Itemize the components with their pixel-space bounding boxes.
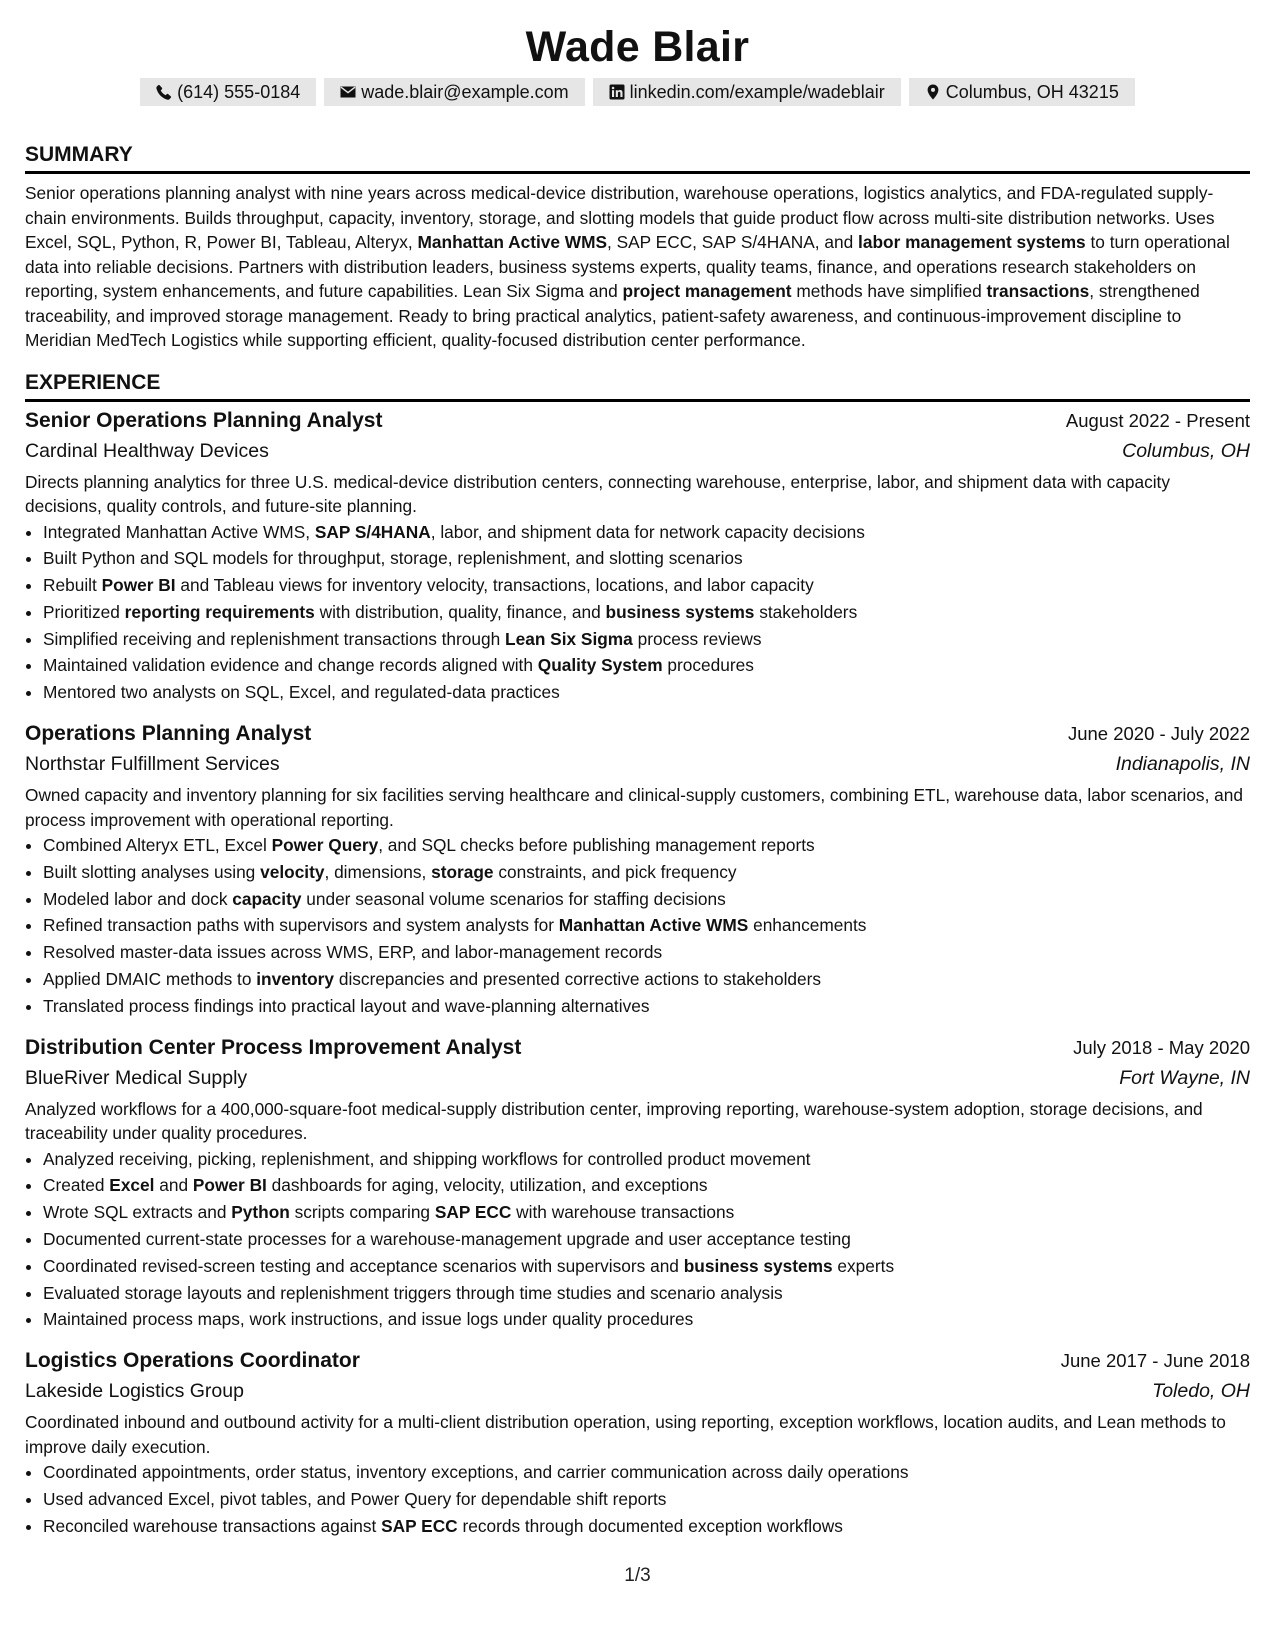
text-run: Analyzed receiving, picking, replenishment, and shipping workflows for controlled product movement	[43, 1148, 811, 1169]
job-header	[25, 1033, 1250, 1063]
job-entry	[25, 406, 1250, 707]
job-bullet	[43, 519, 1250, 546]
bold-keyword: SAP S/4HANA	[314, 521, 431, 542]
text-run: with distribution, quality, finance, and	[314, 601, 606, 622]
job-company: Lakeside Logistics Group	[25, 1380, 244, 1403]
job-location: Indianapolis, IN	[1115, 753, 1250, 776]
text-run: Maintained validation evidence and change records aligned with	[43, 655, 538, 676]
job-title: Senior Operations Planning Analyst	[25, 408, 383, 432]
job-bullet	[43, 679, 1250, 706]
text-run: , strengthened traceability, and improved storage management. Ready to bring practical analytics, patient-safety awareness, and continuous-improvement discipline to Meridian MedTech Logistics while supporting efficient, quality-focused distribution center performance.	[25, 281, 1200, 350]
job-description: Coordinated inbound and outbound activity for a multi-client distribution operation, using reporting, exception workflows, location audits, and Lean methods to improve daily execution.	[25, 1412, 1226, 1457]
text-run: Evaluated storage layouts and replenishment triggers through time studies and scenario analysis	[43, 1282, 783, 1303]
job-description: Directs planning analytics for three U.S. medical-device distribution centers, connecting warehouse, enterprise, labor, and shipment data with capacity decisions, quality controls, and future-site planning.	[25, 471, 1171, 516]
text-run: Rebuilt	[43, 575, 102, 596]
email-text: wade.blair@example.com	[361, 82, 569, 102]
bold-keyword: Quality System	[537, 655, 663, 676]
bold-keyword: Lean Six Sigma	[505, 628, 633, 649]
job-title: Logistics Operations Coordinator	[25, 1349, 360, 1373]
job-bullet	[43, 1253, 1250, 1280]
text-run: constraints, and pick frequency	[493, 861, 737, 882]
text-run: Senior operations planning analyst with nine years across medical-device distribution, warehouse operations, logistics analytics, and FDA-regulated supply-chain environments. Builds throughput, capacity, inventory, storage, and slotting models that guide product flow across multi-site distribution networks. Uses Excel, SQL, Python, R, Power BI, Tableau, Alteryx,	[25, 183, 1215, 252]
job-location: Toledo, OH	[1152, 1380, 1250, 1403]
job-bullet	[43, 1486, 1250, 1513]
job-bullet	[43, 652, 1250, 679]
bold-keyword: labor management systems	[858, 232, 1086, 252]
text-run: Coordinated appointments, order status, inventory exceptions, and carrier communication across daily operations	[43, 1462, 909, 1483]
job-subheader	[25, 1376, 1250, 1406]
linkedin-text: linkedin.com/example/wadeblair	[629, 82, 885, 102]
text-run: Applied DMAIC methods to	[43, 969, 257, 990]
job-dates: August 2022 - Present	[1065, 409, 1250, 431]
text-run: Translated process findings into practical layout and wave-planning alternatives	[43, 995, 650, 1016]
job-bullet	[43, 1459, 1250, 1486]
text-run: , SAP ECC, SAP S/4HANA, and	[607, 232, 859, 252]
job-bullet	[43, 886, 1250, 913]
bold-keyword: SAP ECC	[434, 1202, 512, 1223]
contact-linkedin[interactable]	[593, 78, 901, 106]
bold-keyword: SAP ECC	[381, 1515, 458, 1536]
text-run: Mentored two analysts on SQL, Excel, and regulated-data practices	[43, 682, 560, 703]
bold-keyword: velocity	[260, 861, 325, 882]
text-run: Coordinated revised-screen testing and acceptance scenarios with supervisors and	[43, 1255, 684, 1276]
text-run: procedures	[662, 655, 754, 676]
job-header	[25, 406, 1250, 436]
job-bullet	[43, 1226, 1250, 1253]
text-run: Simplified receiving and replenishment transactions through	[43, 628, 506, 649]
text-run: , dimensions,	[324, 861, 432, 882]
map-pin-icon	[925, 84, 941, 100]
job-company: Northstar Fulfillment Services	[25, 753, 280, 776]
text-run: Refined transaction paths with supervisors and system analysts for	[43, 915, 559, 936]
job-bullet	[43, 966, 1250, 993]
job-bullet	[43, 1306, 1250, 1333]
text-run: Resolved master-data issues across WMS, ERP, and labor-management records	[43, 942, 663, 963]
job-location: Fort Wayne, IN	[1119, 1066, 1250, 1089]
text-run: methods have simplified	[791, 281, 987, 301]
text-run: stakeholders	[754, 601, 858, 622]
bold-keyword: reporting requirements	[124, 601, 315, 622]
job-bullets	[25, 832, 1250, 1020]
job-bullet	[43, 1513, 1250, 1540]
text-run: Combined Alteryx ETL, Excel	[43, 835, 272, 856]
job-title: Operations Planning Analyst	[25, 722, 312, 746]
job-bullet	[43, 1172, 1250, 1199]
envelope-icon	[340, 84, 356, 100]
contact-phone[interactable]	[140, 78, 316, 106]
text-run: , labor, and shipment data for network capacity decisions	[430, 521, 865, 542]
bold-keyword: inventory	[256, 969, 335, 990]
text-run: scripts comparing	[289, 1202, 435, 1223]
job-description: Owned capacity and inventory planning for six facilities serving healthcare and clinical-supply customers, combining ETL, warehouse data, labor scenarios, and process improvement with operational reporting.	[25, 785, 1244, 830]
bold-keyword: business systems	[605, 601, 755, 622]
text-run: Created	[43, 1175, 110, 1196]
job-bullet	[43, 572, 1250, 599]
bold-keyword: storage	[431, 861, 494, 882]
job-subheader	[25, 1063, 1250, 1093]
job-entry	[25, 719, 1250, 1020]
bold-keyword: capacity	[232, 888, 302, 909]
job-location: Columbus, OH	[1122, 439, 1250, 462]
bold-keyword: transactions	[986, 281, 1090, 301]
bold-keyword: Manhattan Active WMS	[417, 232, 608, 252]
text-run: Integrated Manhattan Active WMS,	[43, 521, 315, 542]
job-header	[25, 719, 1250, 749]
job-bullet	[43, 1146, 1250, 1173]
bold-keyword: Manhattan Active WMS	[558, 915, 749, 936]
text-run: Prioritized	[43, 601, 125, 622]
experience-heading: EXPERIENCE	[25, 370, 1250, 402]
job-dates: June 2020 - July 2022	[1067, 723, 1250, 745]
job-title: Distribution Center Process Improvement Analyst	[25, 1035, 522, 1059]
text-run: and Tableau views for inventory velocity, transactions, locations, and labor capacity	[175, 575, 814, 596]
text-run: Documented current-state processes for a warehouse-management upgrade and user acceptance testing	[43, 1229, 851, 1250]
location-text: Columbus, OH 43215	[945, 82, 1119, 102]
text-run: Reconciled warehouse transactions against	[43, 1515, 382, 1536]
job-bullet	[43, 545, 1250, 572]
phone-text: (614) 555-0184	[177, 82, 301, 102]
bold-keyword: business systems	[683, 1255, 833, 1276]
text-run: under seasonal volume scenarios for staffing decisions	[301, 888, 726, 909]
text-run: Built Python and SQL models for throughput, storage, replenishment, and slotting scenarios	[43, 548, 743, 569]
text-run: records through documented exception workflows	[457, 1515, 843, 1536]
text-run: Built slotting analyses using	[43, 861, 261, 882]
job-bullet	[43, 993, 1250, 1020]
bold-keyword: Power BI	[192, 1175, 267, 1196]
contact-bar	[25, 78, 1250, 106]
text-run: discrepancies and presented corrective actions to stakeholders	[334, 969, 822, 990]
job-bullet	[43, 859, 1250, 886]
text-run: Used advanced Excel, pivot tables, and Power Query for dependable shift reports	[43, 1489, 667, 1510]
job-bullet	[43, 1199, 1250, 1226]
text-run: process reviews	[632, 628, 762, 649]
job-company: BlueRiver Medical Supply	[25, 1066, 248, 1089]
job-subheader	[25, 749, 1250, 779]
job-bullet	[43, 832, 1250, 859]
job-dates: July 2018 - May 2020	[1073, 1036, 1250, 1058]
summary-heading: SUMMARY	[25, 142, 1250, 174]
experience-list	[25, 406, 1250, 1540]
bold-keyword: Excel	[109, 1175, 155, 1196]
text-run: Maintained process maps, work instructions, and issue logs under quality procedures	[43, 1309, 694, 1330]
job-bullets	[25, 519, 1250, 707]
job-bullet	[43, 912, 1250, 939]
bold-keyword: Python	[231, 1202, 290, 1223]
job-company: Cardinal Healthway Devices	[25, 439, 269, 462]
page-number: 1/3	[624, 1565, 651, 1586]
text-run: and	[154, 1175, 193, 1196]
summary-text	[25, 181, 1250, 353]
job-header	[25, 1346, 1250, 1376]
text-run: Modeled labor and dock	[43, 888, 233, 909]
job-bullet	[43, 1280, 1250, 1307]
job-subheader	[25, 436, 1250, 466]
resume-page	[25, 20, 1250, 1540]
contact-email[interactable]	[324, 78, 584, 106]
candidate-name: Wade Blair	[525, 23, 750, 71]
job-bullet	[43, 626, 1250, 653]
job-dates: June 2017 - June 2018	[1060, 1350, 1250, 1372]
job-entry	[25, 1033, 1250, 1334]
text-run: dashboards for aging, velocity, utilization, and exceptions	[266, 1175, 708, 1196]
job-entry	[25, 1346, 1250, 1539]
job-bullet	[43, 599, 1250, 626]
text-run: enhancements	[748, 915, 867, 936]
text-run: Wrote SQL extracts and	[43, 1202, 232, 1223]
linkedin-icon	[609, 84, 625, 100]
bold-keyword: Power Query	[271, 835, 379, 856]
job-bullets	[25, 1146, 1250, 1334]
text-run: , and SQL checks before publishing management reports	[378, 835, 815, 856]
text-run: to turn operational data into reliable decisions. Partners with distribution leaders, business systems experts, quality teams, finance, and operations research stakeholders on reporting, system enhancements, and future capabilities. Lean Six Sigma and	[25, 232, 1230, 301]
phone-icon	[156, 84, 172, 100]
text-run: with warehouse transactions	[511, 1202, 735, 1223]
job-bullet	[43, 939, 1250, 966]
contact-location	[909, 78, 1135, 106]
bold-keyword: Power BI	[101, 575, 176, 596]
text-run: experts	[832, 1255, 895, 1276]
job-bullets	[25, 1459, 1250, 1539]
bold-keyword: project management	[622, 281, 792, 301]
job-description: Analyzed workflows for a 400,000-square-foot medical-supply distribution center, improving reporting, warehouse-system adoption, storage decisions, and traceability under quality procedures.	[25, 1098, 1203, 1144]
